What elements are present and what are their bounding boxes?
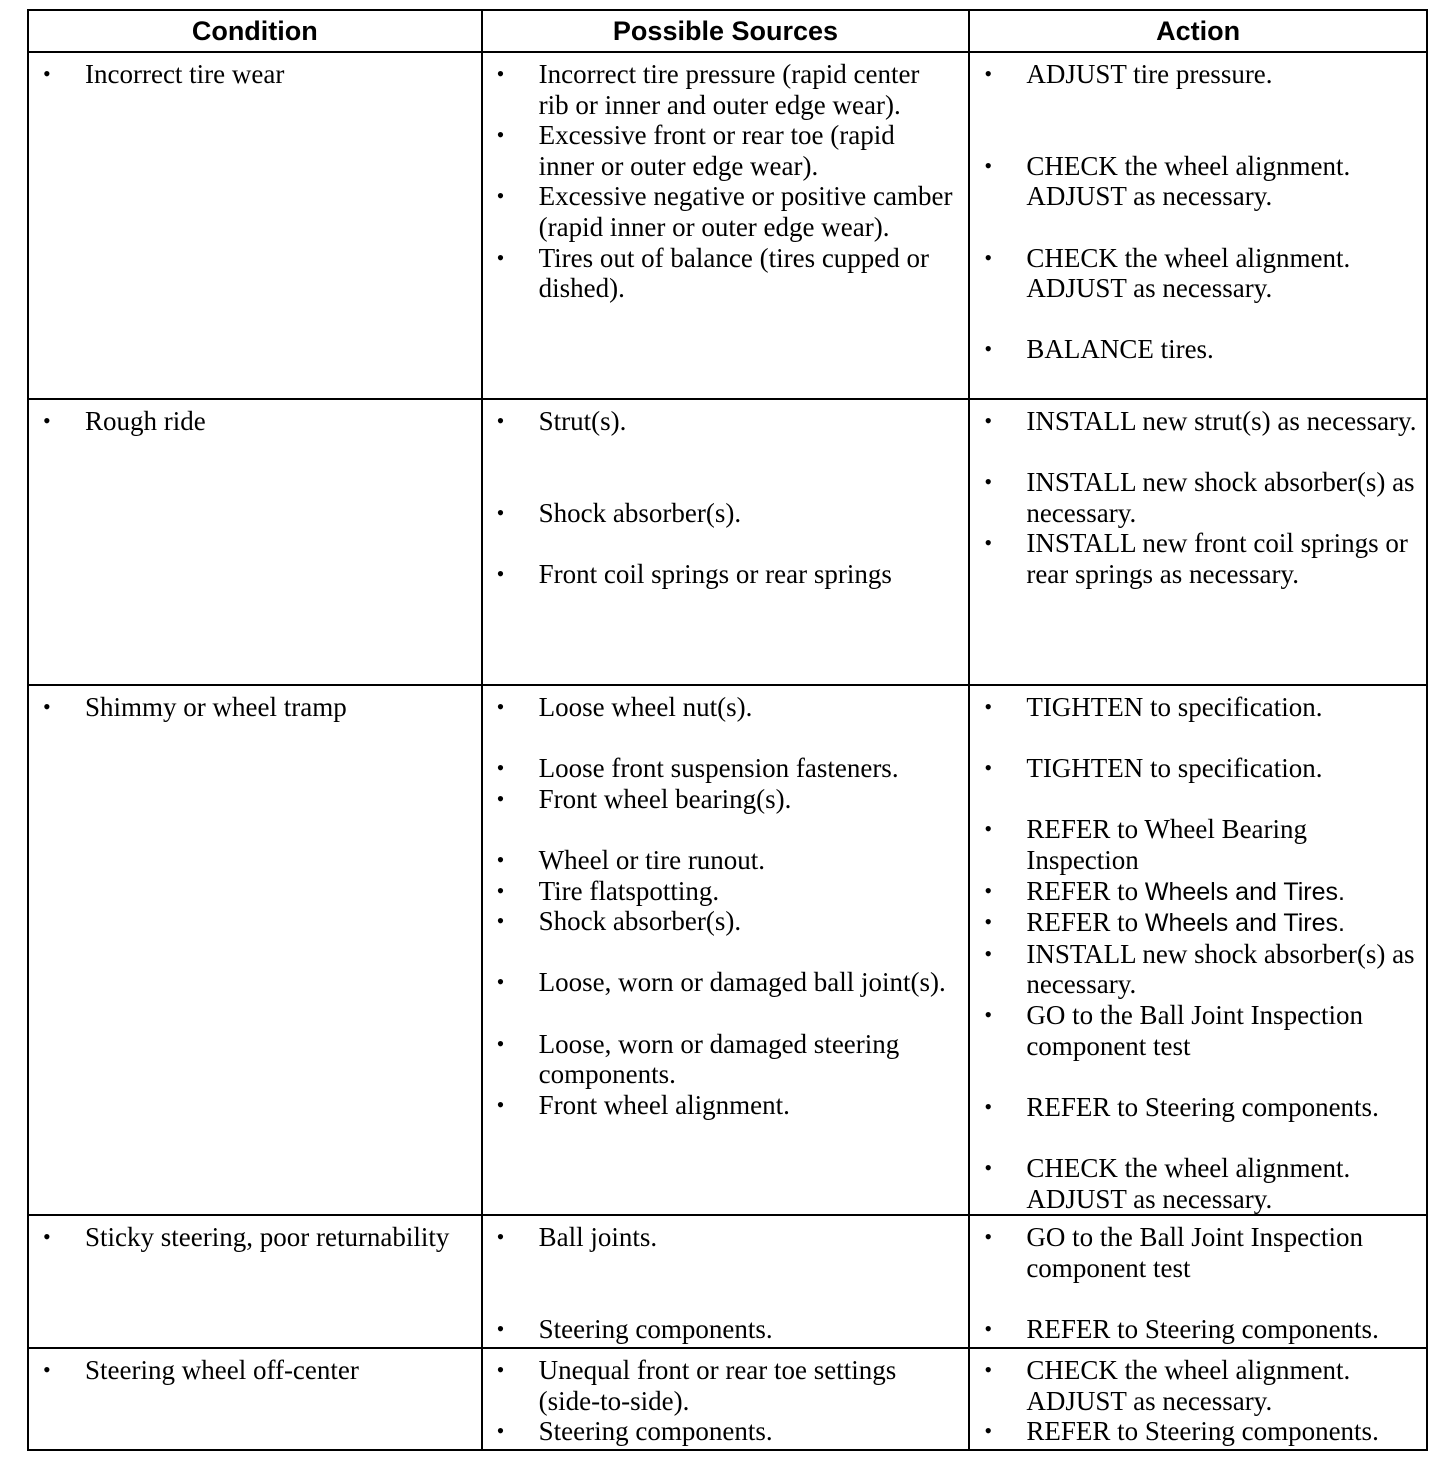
bullet-icon: • <box>984 244 993 270</box>
bullet-icon: • <box>984 1315 993 1341</box>
sources-cell <box>482 1215 970 1348</box>
action-text: ADJUST tire pressure. <box>1026 59 1273 89</box>
bullet-icon: • <box>984 755 993 781</box>
wheels-and-tires-link[interactable]: Wheels and Tires. <box>1144 877 1345 906</box>
header-row <box>28 10 1427 52</box>
sources-cell <box>482 1348 970 1450</box>
bullet-icon: • <box>984 152 993 178</box>
source-text: Shock absorber(s). <box>538 497 742 528</box>
action-item <box>970 939 1426 1000</box>
bullet-icon: • <box>43 1224 51 1250</box>
source-text: Front wheel bearing(s). <box>538 783 792 814</box>
source-text: Unequal front or rear toe settings (side-to-side). <box>538 1355 897 1416</box>
condition-cell <box>28 1215 482 1348</box>
source-item <box>483 59 969 120</box>
diagnosis-table <box>27 9 1428 1451</box>
bullet-icon: • <box>496 244 505 270</box>
action-text: INSTALL new strut(s) as necessary. <box>1026 406 1417 436</box>
action-item <box>970 814 1426 875</box>
table-row <box>28 52 1427 399</box>
action-text: INSTALL new front coil springs or rear springs as necessary. <box>1026 528 1408 589</box>
bullet-icon: • <box>984 336 993 362</box>
table-row <box>28 1348 1427 1450</box>
action-item <box>970 1355 1426 1416</box>
source-text: Steering components. <box>538 1313 773 1344</box>
bullet-icon: • <box>984 816 993 842</box>
source-text: Incorrect tire pressure (rapid center rib or inner and outer edge wear). <box>538 59 920 120</box>
bullet-icon: • <box>496 122 505 148</box>
bullet-icon: • <box>984 1154 993 1180</box>
sources-cell <box>482 399 970 685</box>
condition-text: Steering wheel off-center <box>85 1355 359 1386</box>
source-text: Tire flatspotting. <box>538 875 720 906</box>
condition-text: Sticky steering, poor returnability <box>85 1222 450 1253</box>
bullet-icon: • <box>496 1091 505 1117</box>
bullet-icon: • <box>984 408 993 433</box>
condition-item <box>29 1222 481 1253</box>
source-text: Wheel or tire runout. <box>538 844 766 875</box>
bullet-icon: • <box>984 61 993 86</box>
bullet-icon: • <box>496 908 505 934</box>
condition-text: Shimmy or wheel tramp <box>85 692 347 722</box>
action-prefix: REFER to <box>1026 1091 1145 1122</box>
source-text: Ball joints. <box>538 1222 658 1253</box>
bullet-icon: • <box>496 846 505 872</box>
table-row <box>28 685 1427 1215</box>
action-cell <box>969 1348 1427 1450</box>
action-text: CHECK the wheel alignment. ADJUST as necessary. <box>1026 150 1351 212</box>
source-item <box>483 1029 969 1090</box>
action-item <box>970 907 1426 939</box>
steering-components-link[interactable]: Steering components. <box>1144 1091 1379 1122</box>
source-text: Tires out of balance (tires cupped or dished). <box>538 242 930 304</box>
source-text: Loose, worn or damaged steering components. <box>538 1028 900 1090</box>
bullet-icon: • <box>496 785 505 811</box>
action-item <box>970 59 1426 90</box>
action-item <box>970 1222 1426 1283</box>
action-prefix: REFER to <box>1026 1313 1145 1344</box>
source-item <box>483 692 969 723</box>
bullet-icon: • <box>496 877 505 903</box>
wheels-and-tires-link[interactable]: Wheels and Tires. <box>1144 909 1345 938</box>
source-text: Steering components. <box>538 1416 773 1447</box>
source-text: Front wheel alignment. <box>538 1089 790 1120</box>
bullet-icon: • <box>496 499 505 525</box>
action-text: INSTALL new shock absorber(s) as necessary. <box>1026 938 1415 1000</box>
bullet-icon: • <box>984 1224 993 1250</box>
bullet-icon: • <box>984 1093 993 1119</box>
sources-cell <box>482 52 970 399</box>
condition-cell <box>28 399 482 685</box>
action-item <box>970 334 1426 365</box>
header-possible-sources: Possible Sources <box>482 10 970 52</box>
source-item <box>483 1314 969 1345</box>
source-item <box>483 876 969 907</box>
header-action: Action <box>969 10 1427 52</box>
source-item <box>483 1090 969 1121</box>
bullet-icon: • <box>43 1357 51 1383</box>
sources-cell <box>482 685 970 1215</box>
bullet-icon: • <box>496 1357 505 1383</box>
source-item <box>483 967 969 998</box>
action-text: CHECK the wheel alignment. ADJUST as necessary. <box>1026 1355 1351 1416</box>
bullet-icon: • <box>496 61 505 86</box>
steering-components-link[interactable]: Steering components. <box>1144 1313 1379 1344</box>
steering-components-link[interactable]: Steering components. <box>1144 1416 1379 1447</box>
action-prefix: REFER to <box>1026 875 1145 906</box>
action-item <box>970 1314 1426 1345</box>
source-text: Excessive front or rear toe (rapid inner or outer edge wear). <box>538 120 895 181</box>
action-item <box>970 692 1426 723</box>
bullet-icon: • <box>984 1357 993 1383</box>
bullet-icon: • <box>496 183 505 209</box>
header-condition: Condition <box>28 10 482 52</box>
bullet-icon: • <box>984 530 993 556</box>
condition-text: Rough ride <box>85 406 206 436</box>
bullet-icon: • <box>496 1030 505 1056</box>
bullet-icon: • <box>984 940 993 966</box>
source-text: Front coil springs or rear springs <box>538 558 892 589</box>
source-text: Loose, worn or damaged ball joint(s). <box>538 967 946 998</box>
source-item <box>483 845 969 876</box>
action-text: GO to the Ball Joint Inspection component test <box>1026 999 1364 1061</box>
source-item <box>483 498 969 529</box>
action-text: TIGHTEN to specification. <box>1026 692 1323 722</box>
action-item <box>970 243 1426 304</box>
bullet-icon: • <box>496 969 505 995</box>
source-item <box>483 1355 969 1416</box>
action-cell <box>969 685 1427 1215</box>
source-text: Loose wheel nut(s). <box>538 692 753 722</box>
action-cell <box>969 399 1427 685</box>
condition-cell <box>28 685 482 1215</box>
action-item <box>970 151 1426 212</box>
action-cell <box>969 52 1427 399</box>
bullet-icon: • <box>984 909 993 935</box>
source-item <box>483 406 969 437</box>
source-item <box>483 753 969 784</box>
bullet-icon: • <box>43 408 51 433</box>
action-item <box>970 1416 1426 1447</box>
bullet-icon: • <box>43 694 51 719</box>
source-item <box>483 784 969 815</box>
bullet-icon: • <box>496 1315 505 1341</box>
source-text: Strut(s). <box>538 406 627 436</box>
source-item <box>483 120 969 181</box>
action-cell <box>969 1215 1427 1348</box>
bullet-icon: • <box>496 1224 505 1250</box>
source-item <box>483 906 969 937</box>
bullet-icon: • <box>496 560 505 586</box>
source-text: Excessive negative or positive camber (rapid inner or outer edge wear). <box>538 181 953 242</box>
condition-item <box>29 692 481 723</box>
condition-cell <box>28 1348 482 1450</box>
action-text: INSTALL new shock absorber(s) as necessary. <box>1026 467 1415 528</box>
source-item <box>483 1416 969 1447</box>
table-row <box>28 1215 1427 1348</box>
action-text: CHECK the wheel alignment. ADJUST as necessary. <box>1026 1152 1351 1214</box>
bullet-icon: • <box>984 694 993 719</box>
action-text: GO to the Ball Joint Inspection component test <box>1026 1222 1364 1283</box>
action-text: BALANCE tires. <box>1026 334 1214 365</box>
bullet-icon: • <box>984 1001 993 1027</box>
source-text: Loose front suspension fasteners. <box>538 753 899 784</box>
bullet-icon: • <box>496 694 505 719</box>
source-item <box>483 181 969 242</box>
bullet-icon: • <box>43 61 51 86</box>
bullet-icon: • <box>984 469 993 495</box>
condition-item <box>29 59 481 90</box>
source-text: Shock absorber(s). <box>538 906 742 937</box>
condition-text: Incorrect tire wear <box>85 59 285 89</box>
bullet-icon: • <box>984 877 993 903</box>
action-item <box>970 467 1426 528</box>
condition-item <box>29 406 481 437</box>
action-text: TIGHTEN to specification. <box>1026 753 1323 784</box>
source-item <box>483 1222 969 1253</box>
action-text: REFER to Wheel Bearing Inspection <box>1026 814 1308 875</box>
source-item <box>483 559 969 590</box>
action-item <box>970 1092 1426 1123</box>
action-prefix: REFER to <box>1026 1416 1145 1447</box>
action-item <box>970 876 1426 908</box>
action-item <box>970 1153 1426 1214</box>
action-item <box>970 753 1426 784</box>
bullet-icon: • <box>496 408 505 433</box>
bullet-icon: • <box>496 755 505 781</box>
action-text: CHECK the wheel alignment. ADJUST as necessary. <box>1026 242 1351 304</box>
action-prefix: REFER to <box>1026 907 1145 938</box>
condition-item <box>29 1355 481 1386</box>
table-row <box>28 399 1427 685</box>
action-item <box>970 406 1426 437</box>
condition-cell <box>28 52 482 399</box>
action-item <box>970 528 1426 589</box>
bullet-icon: • <box>496 1418 505 1444</box>
bullet-icon: • <box>984 1418 993 1444</box>
action-item <box>970 1000 1426 1061</box>
source-item <box>483 243 969 304</box>
